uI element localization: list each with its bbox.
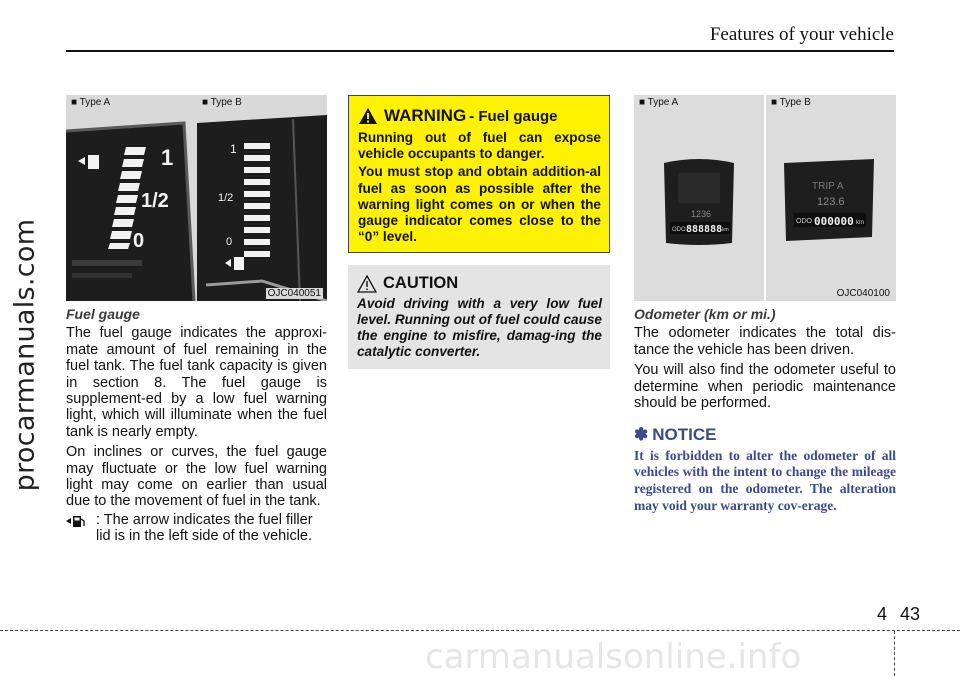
fuel-gauge-illustration	[66, 95, 327, 301]
odometer-paragraph-1: The odometer indicates the total dis-tance the vehicle has been driven.	[634, 325, 896, 358]
caution-title: CAUTION	[383, 274, 459, 292]
type-a-label: ■ Type A	[636, 97, 681, 108]
caution-title-row	[357, 274, 602, 293]
header-rule	[66, 50, 894, 52]
type-a-label: ■ Type A	[68, 97, 113, 108]
odo-b-label: ODO	[796, 218, 812, 225]
odo-a-trip-value: 1236	[691, 209, 712, 219]
warning-paragraph-2: You must stop and obtain addition-al fuel as soon as possible after the warning light comes on or when the gauge indicator comes close to the “0” level.	[358, 164, 601, 245]
side-watermark-text: procarmanuals.com	[9, 218, 41, 492]
warning-triangle-icon	[358, 107, 378, 125]
notice-body: It is forbidden to alter the odometer of all vehicles with the intent to change the mileage registered on the odometer. The alteration may void your warranty cov-erage.	[634, 447, 896, 513]
figure-code: OJC040100	[836, 288, 890, 299]
figure-code: OJC040051	[267, 288, 321, 299]
page-divider	[894, 631, 895, 676]
type-b-label: ■ Type B	[199, 97, 245, 108]
gauge-b-mark-half: 1/2	[218, 192, 234, 204]
odometer-illustration	[634, 95, 896, 301]
gauge-a-mark-full: 1	[161, 145, 174, 170]
caution-box	[348, 265, 610, 369]
warning-paragraph-1: Running out of fuel can expose vehicle occupants to danger.	[358, 130, 601, 162]
fuel-gauge-paragraph-2: On inclines or curves, the fuel gauge may fluctuate or the low fuel warning light may come on earlier than usual due to the movement of fuel in the tank.	[66, 444, 327, 510]
odo-a-unit: km	[722, 227, 729, 233]
warning-title-sub: - Fuel gauge	[469, 107, 558, 125]
odo-b-trip-label: TRIP A	[812, 181, 844, 192]
type-b-label: ■ Type B	[768, 97, 814, 108]
fuel-gauge-paragraph-1: The fuel gauge indicates the approxi-mate amount of fuel remaining in the fuel tank. The fuel tank capacity is given in section 8. The fuel gauge is supplement-ed by a low fuel warning light, which will illuminate when the fuel tank is nearly empty.	[66, 325, 327, 440]
bottom-watermark: carmanualsonline.info	[425, 637, 802, 676]
fuel-filler-legend	[66, 512, 327, 545]
warning-title	[358, 106, 601, 126]
odo-b-value: 000000	[814, 215, 854, 228]
gauge-b-mark-full: 1	[230, 142, 237, 156]
odometer-section	[634, 306, 896, 514]
gauge-a-mark-empty: 0	[133, 230, 145, 252]
fuel-gauge-heading: Fuel gauge	[66, 306, 140, 322]
caution-triangle-icon	[357, 275, 377, 293]
odo-b-trip-value: 123.6	[817, 196, 845, 208]
page-number: 43	[900, 604, 921, 624]
caution-body: Avoid driving with a very low fuel level. Running out of fuel could cause the engine to misfire, damag-ing the catalytic converter.	[357, 296, 602, 359]
notice-title: NOTICE	[652, 425, 717, 445]
fuel-filler-legend-text: : The arrow indicates the fuel filler lid is in the left side of the vehicle.	[96, 511, 313, 545]
fuel-filler-arrow-icon	[66, 512, 96, 545]
gauge-a-mark-half: 1/2	[141, 190, 169, 212]
odo-a-label: ODO	[672, 227, 686, 233]
gauge-b-mark-empty: 0	[226, 236, 233, 248]
side-watermark	[0, 218, 50, 492]
odometer-figure	[634, 95, 896, 301]
warning-title-main: WARNING	[384, 106, 467, 125]
warning-box	[348, 95, 610, 253]
chapter-number: 4	[877, 604, 888, 624]
footer-rule	[0, 630, 960, 631]
notice-star-icon: ✽	[634, 425, 649, 445]
odometer-heading: Odometer (km or mi.)	[634, 306, 776, 322]
odo-a-value: 888888	[686, 224, 723, 235]
page-header-title: Features of your vehicle	[709, 24, 894, 45]
fuel-gauge-section	[66, 306, 327, 545]
odo-b-unit: km	[856, 220, 864, 226]
odometer-paragraph-2: You will also find the odometer useful to determine when periodic maintenance should be performed.	[634, 362, 896, 412]
notice-heading	[634, 427, 896, 443]
fuel-gauge-figure	[66, 95, 327, 301]
